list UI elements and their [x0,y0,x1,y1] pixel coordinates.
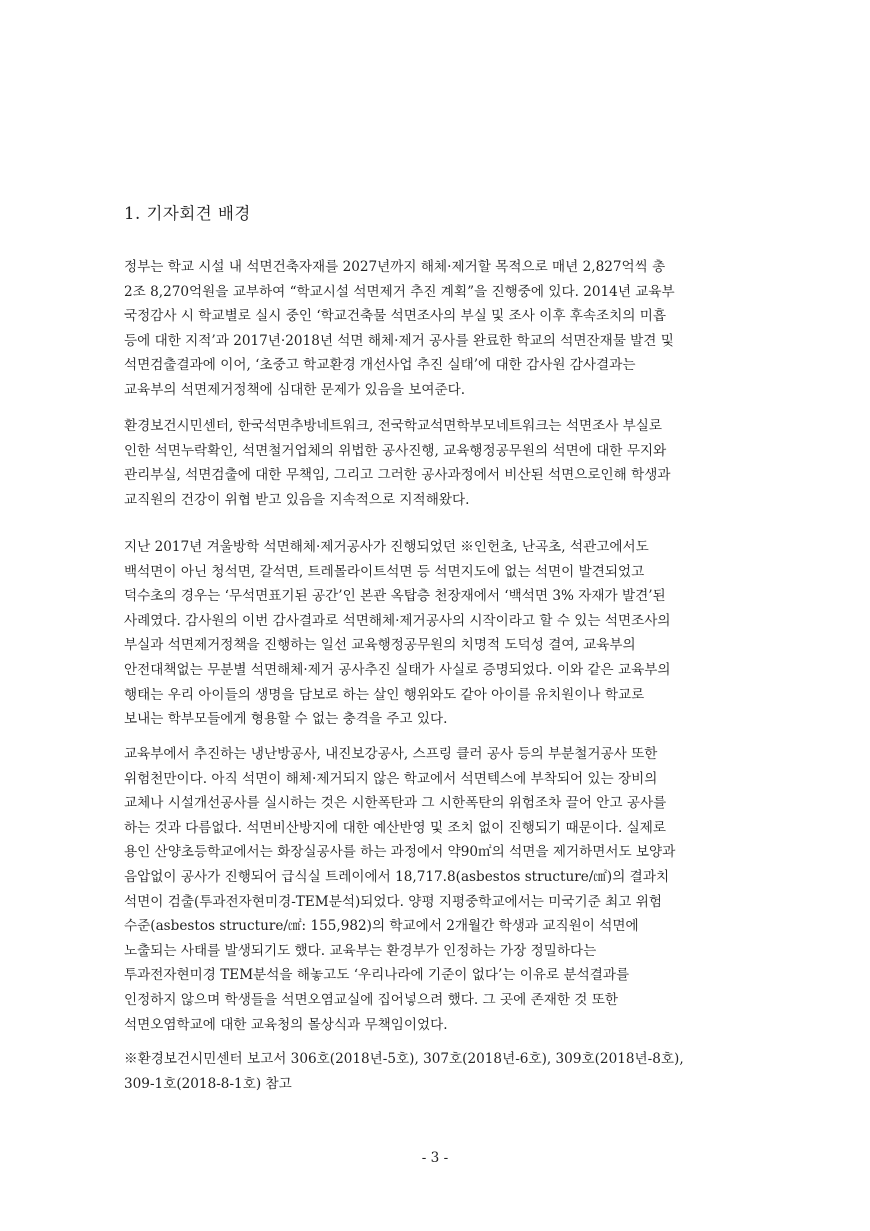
text-line: 보내는 학부모들에게 형용할 수 없는 충격을 주고 있다. [124,711,448,728]
note-line: 309-1호(2018-8-1호) 참고 [124,1075,292,1092]
text-line: 관리부실, 석면검출에 대한 무책임, 그리고 그러한 공사과정에서 비산된 석면으로인해 학생과 [124,467,671,484]
text-line: 교직원의 건강이 위협 받고 있음을 지속적으로 지적해왔다. [124,491,470,508]
text-line: 정부는 학교 시설 내 석면건축자재를 2027년까지 해체·제거할 목적으로 매년 2,827억씩 총 [124,259,666,275]
text-line: 행태는 우리 아이들의 생명을 담보로 하는 살인 행위와도 같아 아이를 유치원이나 학교로 [124,686,645,703]
text-line: 등에 대한 지적’과 2017년·2018년 석면 해체·제거 공사를 완료한 학교의 석면잔재물 발견 및 [124,332,674,349]
text-line: 위험천만이다. 아직 석면이 해체·제거되지 않은 학교에서 석면텍스에 부착되어 있는 장비의 [124,770,658,787]
text-line: 석면이 검출(투과전자현미경-TEM분석)되었다. 양평 지평중학교에서는 미국기준 최고 위험 [124,893,662,910]
paragraph-1 [124,255,764,403]
text-line: 석면검출결과에 이어, ‘초중고 학교환경 개선사업 추진 실태’에 대한 감사원 감사결과는 [124,357,636,374]
text-line: 국정감사 시 학교별로 실시 중인 ‘학교건축물 석면조사의 부실 및 조사 이후 후속조치의 미흡 [124,308,667,325]
reference-note [124,1047,764,1096]
text-line: 환경보건시민센터, 한국석면추방네트워크, 전국학교석면학부모네트워크는 석면조사 부실로 [124,418,663,434]
text-line: 인한 석면누락확인, 석면철거업체의 위법한 공사진행, 교육행정공무원의 석면에 대한 무지와 [124,442,667,459]
text-line: 하는 것과 다름없다. 석면비산방지에 대한 예산반영 및 조치 없이 진행되기 때문이다. 실제로 [124,819,667,836]
text-line: 음압없이 공사가 진행되어 급식실 트레이에서 18,717.8(asbestos structure/㎠)의 결과치 [124,868,670,885]
text-line: 교체나 시설개선공사를 실시하는 것은 시한폭탄과 그 시한폭탄의 위험조차 끌어 안고 공사를 [124,795,667,812]
text-line: 석면오염학교에 대한 교육청의 몰상식과 무책임이었다. [124,1016,448,1033]
text-line: 안전대책없는 무분별 석면해체·제거 공사추진 실태가 사실로 증명되었다. 이와 같은 교육부의 [124,661,671,678]
paragraph-2 [124,414,764,512]
text-line: 교육부의 석면제거정책에 심대한 문제가 있음을 보여준다. [124,381,466,398]
text-line: 덕수초의 경우는 ‘무석면표기된 공간’인 본관 옥탑층 천장재에서 ‘백석면 3% 자재가 발견’된 [124,588,666,605]
text-line: 백석면이 아닌 청석면, 갈석면, 트레몰라이트석면 등 석면지도에 없는 석면이 발견되었고 [124,563,645,580]
text-line: 수준(asbestos structure/㎠: 155,982)의 학교에서 2개월간 학생과 교직원이 석면에 [124,918,639,935]
text-line: 노출되는 사태를 발생되기도 했다. 교육부는 환경부가 인정하는 가장 정밀하다는 [124,942,597,959]
text-line: 2조 8,270억원을 교부하여 “학교시설 석면제거 추진 계획”을 진행중에 있다. 2014년 교육부 [124,283,675,300]
text-line: 투과전자현미경 TEM분석을 해놓고도 ‘우리나라에 기준이 없다’는 이유로 분석결과를 [124,967,630,984]
page-number: - 3 - [421,1150,449,1166]
text-line: 인정하지 않으며 학생들을 석면오염교실에 집어넣으려 했다. 그 곳에 존재한 것 또한 [124,991,619,1008]
section-heading: 1. 기자회견 배경 [124,204,251,223]
note-line: ※환경보건시민센터 보고서 306호(2018년-5호), 307호(2018년-6호), 309호(2018년-8호), [124,1051,684,1067]
text-line: 부실과 석면제거정책을 진행하는 일선 교육행정공무원의 치명적 도덕성 결여, 교육부의 [124,637,636,654]
paragraph-3 [124,535,764,732]
paragraph-4 [124,742,764,1037]
text-line: 사례였다. 감사원의 이번 감사결과로 석면해체·제거공사의 시작이라고 할 수 있는 석면조사의 [124,612,671,629]
text-line: 지난 2017년 겨울방학 석면해체·제거공사가 진행되었던 ※인헌초, 난곡초, 석관고에서도 [124,539,649,555]
text-line: 교육부에서 추진하는 냉난방공사, 내진보강공사, 스프링 클러 공사 등의 부분철거공사 또한 [124,746,658,762]
text-line: 용인 산양초등학교에서는 화장실공사를 하는 과정에서 약90㎡의 석면을 제거하면서도 보양과 [124,844,676,861]
